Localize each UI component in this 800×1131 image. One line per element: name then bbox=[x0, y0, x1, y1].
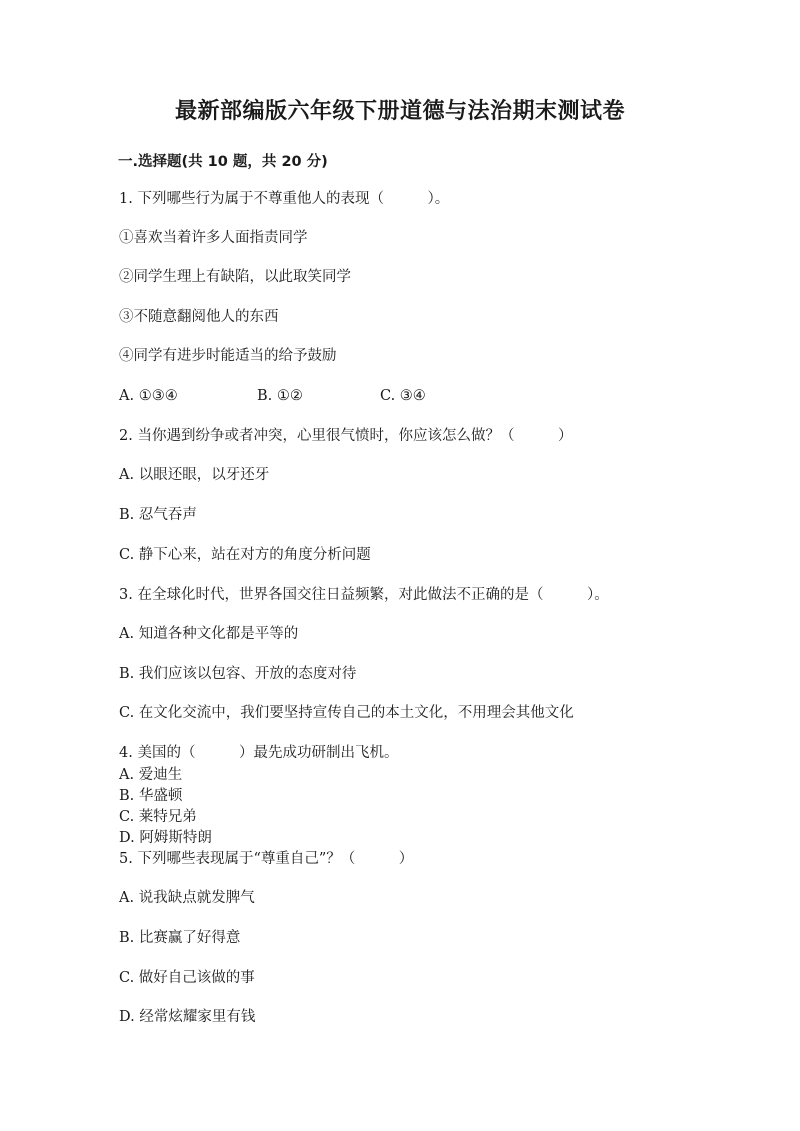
question-4-stem: 4. 美国的（ ）最先成功研制出飞机。 bbox=[119, 745, 399, 761]
question-3-option-b: B. 我们应该以包容、开放的态度对待 bbox=[119, 666, 357, 682]
question-1-item-4: ④同学有进步时能适当的给予鼓励 bbox=[119, 348, 337, 364]
question-3-option-c: C. 在文化交流中，我们要坚持宣传自己的本土文化，不用理会其他文化 bbox=[119, 705, 574, 721]
question-1-option-c: C. ③④ bbox=[380, 388, 426, 404]
question-2-option-b: B. 忍气吞声 bbox=[119, 507, 197, 523]
question-3-stem: 3. 在全球化时代，世界各国交往日益频繁，对此做法不正确的是（ ）。 bbox=[119, 587, 609, 603]
question-5-option-d: D. 经常炫耀家里有钱 bbox=[119, 1009, 256, 1025]
section-heading: 一.选择题(共 10 题，共 20 分) bbox=[118, 154, 328, 170]
question-1-stem: 1. 下列哪些行为属于不尊重他人的表现（ ）。 bbox=[119, 191, 450, 207]
page-title: 最新部编版六年级下册道德与法治期末测试卷 bbox=[174, 99, 625, 124]
question-4-option-b: B. 华盛顿 bbox=[119, 788, 183, 804]
question-1-item-2: ②同学生理上有缺陷，以此取笑同学 bbox=[119, 269, 351, 285]
question-2-option-c: C. 静下心来，站在对方的角度分析问题 bbox=[119, 547, 371, 563]
question-5-option-a: A. 说我缺点就发脾气 bbox=[119, 890, 255, 906]
question-1-option-a: A. ①③④ bbox=[119, 388, 178, 404]
question-4-option-d: D. 阿姆斯特朗 bbox=[119, 830, 212, 846]
question-2-option-a: A. 以眼还眼，以牙还牙 bbox=[119, 467, 270, 483]
question-1-item-3: ③不随意翻阅他人的东西 bbox=[119, 309, 279, 325]
question-1-option-b: B. ①② bbox=[257, 388, 303, 404]
question-4-option-a: A. 爱迪生 bbox=[119, 767, 183, 783]
question-5-option-c: C. 做好自己该做的事 bbox=[119, 970, 255, 986]
question-1-item-1: ①喜欢当着许多人面指责同学 bbox=[119, 230, 308, 246]
question-3-option-a: A. 知道各种文化都是平等的 bbox=[119, 626, 299, 642]
question-5-option-b: B. 比赛赢了好得意 bbox=[119, 930, 241, 946]
question-4-option-c: C. 莱特兄弟 bbox=[119, 809, 197, 825]
question-5-stem: 5. 下列哪些表现属于“尊重自己”？（ ） bbox=[119, 851, 414, 867]
question-2-stem: 2. 当你遇到纷争或者冲突，心里很气愤时，你应该怎么做？（ ） bbox=[119, 428, 573, 444]
